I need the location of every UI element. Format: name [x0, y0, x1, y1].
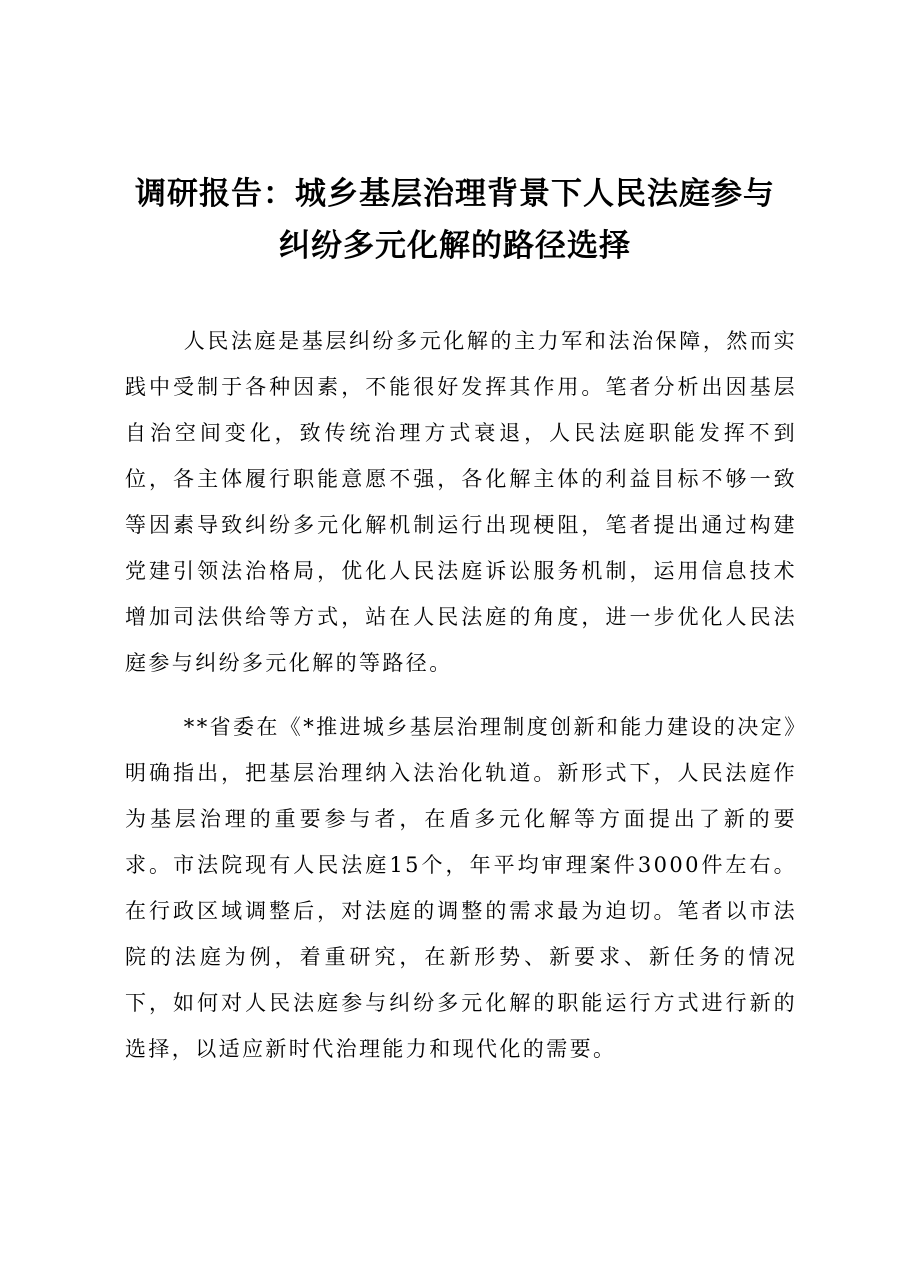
title-line-1: 调研报告：城乡基层治理背景下人民法庭参与	[135, 176, 775, 212]
document-title	[100, 168, 810, 272]
paragraph-abstract: 人民法庭是基层纠纷多元化解的主力军和法治保障，然而实践中受制于各种因素，不能很好发挥其作用。笔者分析出因基层自治空间变化，致传统治理方式衰退，人民法庭职能发挥不到位，各主体履行职能意愿不强，各化解主体的利益目标不够一致等因素导致纠纷多元化解机制运行出现梗阻，笔者提出通过构建党建引领法治格局，优化人民法庭诉讼服务机制，运用信息技术增加司法供给等方式，站在人民法庭的角度，进一步优化人民法庭参与纠纷多元化解的等路径。	[125, 329, 797, 675]
title-line-2: 纠纷多元化解的路径选择	[279, 228, 631, 264]
paragraph-introduction: **省委在《*推进城乡基层治理制度创新和能力建设的决定》明确指出，把基层治理纳入法治化轨道。新形式下，人民法庭作为基层治理的重要参与者，在盾多元化解等方面提出了新的要求。市法院现有人民法庭15个，年平均审理案件3000件左右。在行政区域调整后，对法庭的调整的需求最为迫切。笔者以市法院的法庭为例，着重研究，在新形势、新要求、新任务的情况下，如何对人民法庭参与纠纷多元化解的职能运行方式进行新的选择，以适应新时代治理能力和现代化的需要。	[125, 715, 797, 1061]
